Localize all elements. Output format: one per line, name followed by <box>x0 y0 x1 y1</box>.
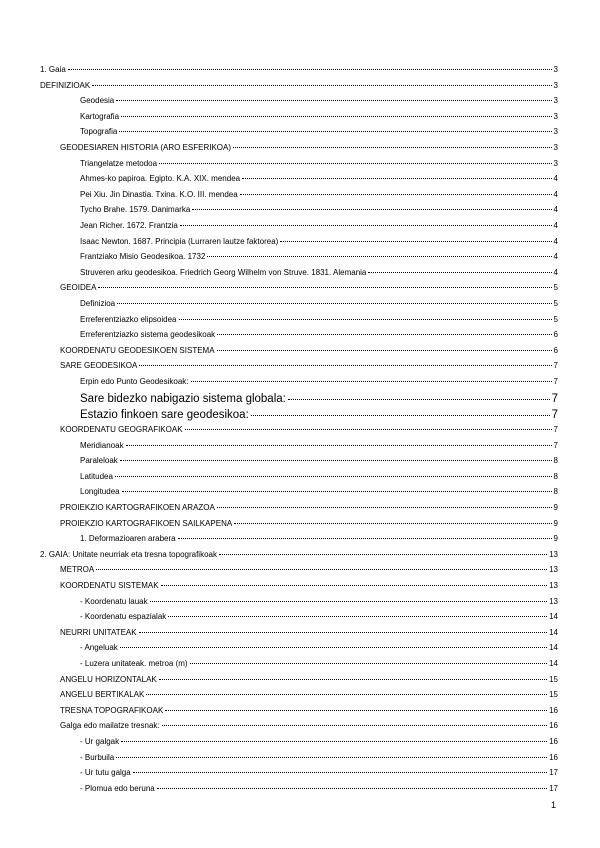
dot-leader <box>115 468 552 477</box>
dot-leader <box>159 155 551 164</box>
toc-entry[interactable] <box>40 93 558 109</box>
toc-entry-title: Erpin edo Punto Geodesikoak: <box>80 374 190 390</box>
toc-entry-page: 17 <box>549 768 558 778</box>
toc-entry-page: 14 <box>549 658 558 668</box>
dot-leader <box>165 702 547 711</box>
toc-entry-page: 15 <box>549 674 558 684</box>
toc-entry-title: Erreferentziazko elipsoidea <box>80 312 178 328</box>
toc-entry[interactable] <box>40 547 558 563</box>
toc-entry-title: Galga edo mailatze tresnak: <box>60 718 161 734</box>
dot-leader <box>192 201 551 210</box>
toc-entry-page: 4 <box>553 205 558 215</box>
toc-entry[interactable] <box>40 156 558 172</box>
toc-entry[interactable] <box>40 218 558 234</box>
dot-leader <box>234 515 551 524</box>
toc-entry-page: 4 <box>553 220 558 230</box>
dot-leader <box>207 248 551 257</box>
toc-entry[interactable] <box>40 672 558 688</box>
toc-entry-page: 16 <box>549 752 558 762</box>
toc-entry[interactable] <box>40 249 558 265</box>
toc-entry-title: 2. GAIA: Unitate neurriak eta tresna topografikoak <box>40 547 218 563</box>
toc-entry-title: - Angeluak <box>80 640 119 656</box>
toc-entry-page: 16 <box>549 705 558 715</box>
toc-entry[interactable] <box>40 718 558 734</box>
toc-entry-page: 14 <box>549 643 558 653</box>
dot-leader <box>121 733 547 742</box>
toc-entry[interactable] <box>40 202 558 218</box>
toc-entry-title: - Burbuila <box>80 750 115 766</box>
toc-entry[interactable] <box>40 171 558 187</box>
toc-entry[interactable] <box>40 312 558 328</box>
toc-entry-title: GEODESIAREN HISTORIA (ARO ESFERIKOA) <box>60 140 232 156</box>
dot-leader <box>233 139 552 148</box>
toc-entry[interactable] <box>40 453 558 469</box>
toc-entry[interactable] <box>40 234 558 250</box>
dot-leader <box>92 77 551 86</box>
toc-entry-page: 4 <box>553 267 558 277</box>
toc-entry-title: METROA <box>60 562 95 578</box>
toc-entry-title: - Koordenatu espazialak <box>80 609 167 625</box>
toc-entry[interactable] <box>40 609 558 625</box>
toc-entry[interactable] <box>40 78 558 94</box>
dot-leader <box>146 686 547 695</box>
toc-entry[interactable] <box>40 531 558 547</box>
dot-leader <box>368 264 551 273</box>
toc-entry-title: - Ur galgak <box>80 734 120 750</box>
dot-leader <box>117 295 551 304</box>
toc-entry-title: Tycho Brahe. 1579. Danimarka <box>80 202 191 218</box>
dot-leader <box>150 593 547 602</box>
toc-entry-title: Triangelatze metodoa <box>80 156 158 172</box>
toc-entry[interactable] <box>40 500 558 516</box>
toc-entry-page: 9 <box>553 503 558 513</box>
toc-entry[interactable] <box>40 469 558 485</box>
toc-entry-title: Definizioa <box>80 296 116 312</box>
dot-leader <box>159 671 547 680</box>
toc-entry[interactable] <box>40 625 558 641</box>
dot-leader <box>126 437 552 446</box>
toc-entry-page: 7 <box>553 425 558 435</box>
dot-leader <box>68 61 552 70</box>
toc-entry[interactable] <box>40 327 558 343</box>
toc-entry[interactable] <box>40 187 558 203</box>
dot-leader <box>120 639 547 648</box>
toc-entry-page: 5 <box>553 314 558 324</box>
toc-entry-page: 3 <box>553 158 558 168</box>
toc-entry[interactable] <box>40 406 558 422</box>
toc-entry-page: 3 <box>553 111 558 121</box>
toc-entry[interactable] <box>40 687 558 703</box>
toc-entry-page: 6 <box>553 330 558 340</box>
dot-leader <box>133 764 547 773</box>
dot-leader <box>288 387 550 400</box>
toc-entry-title: Estazio finkoen sare geodesikoa: <box>80 407 250 423</box>
toc-entry-page: 8 <box>553 456 558 466</box>
dot-leader <box>139 357 551 366</box>
toc-entry-page: 3 <box>553 142 558 152</box>
toc-entry-page: 3 <box>553 65 558 74</box>
toc-entry[interactable] <box>40 734 558 750</box>
toc-entry-page: 4 <box>553 236 558 246</box>
dot-leader <box>240 186 552 195</box>
toc-entry-title: ANGELU HORIZONTALAK <box>60 672 158 688</box>
toc-entry-title: DEFINIZIOAK <box>40 78 91 94</box>
toc-entry-title: TRESNA TOPOGRAFIKOAK <box>60 703 164 719</box>
dot-leader <box>122 483 552 492</box>
toc-entry-title: PROIEKZIO KARTOGRAFIKOEN SAILKAPENA <box>60 516 233 532</box>
dot-leader <box>116 749 547 758</box>
toc-entry[interactable] <box>40 578 558 594</box>
page-number: 1 <box>550 800 556 810</box>
toc-entry-title: - Ur tutu galga <box>80 765 132 781</box>
toc-entry-page: 7 <box>553 440 558 450</box>
toc-entry-title: GEOIDEA <box>60 280 97 296</box>
toc-entry-title: Struveren arku geodesikoa. Friedrich Georg Wilhelm von Struve. 1831. Alemania <box>80 265 367 281</box>
dot-leader <box>242 170 551 179</box>
toc-entry-title: 1. Gaia <box>40 62 67 78</box>
table-of-contents <box>40 62 558 796</box>
toc-entry[interactable] <box>40 140 558 156</box>
dot-leader <box>217 326 551 335</box>
toc-entry-title: SARE GEODESIKOA <box>60 358 138 374</box>
toc-entry-page: 3 <box>553 127 558 137</box>
dot-leader <box>120 452 552 461</box>
toc-entry[interactable] <box>40 358 558 374</box>
toc-entry-title: Pei Xiu. Jin Dinastia. Txina. K.O. III. mendea <box>80 187 239 203</box>
toc-entry-page: 13 <box>549 581 558 590</box>
dot-leader <box>280 233 551 242</box>
toc-entry-page: 3 <box>553 80 558 90</box>
toc-entry-page: 8 <box>553 471 558 481</box>
toc-entry-title: Paraleloak <box>80 453 119 469</box>
dot-leader <box>116 92 551 101</box>
toc-entry-title: - Plomua edo beruna <box>80 781 156 797</box>
toc-entry[interactable] <box>40 280 558 296</box>
toc-entry-page: 15 <box>549 690 558 700</box>
toc-entry-title: NEURRI UNITATEAK <box>60 625 138 641</box>
toc-entry-title: PROIEKZIO KARTOGRAFIKOEN ARAZOA <box>60 500 216 516</box>
dot-leader <box>190 655 547 664</box>
toc-entry[interactable] <box>40 265 558 281</box>
toc-entry[interactable] <box>40 343 558 359</box>
toc-entry[interactable] <box>40 109 558 125</box>
toc-entry-page: 9 <box>553 534 558 544</box>
toc-entry-title: Isaac Newton. 1687. Principia (Lurraren lautze faktorea) <box>80 234 279 250</box>
toc-entry-page: 5 <box>553 298 558 308</box>
toc-entry-page: 5 <box>553 283 558 293</box>
toc-entry-title: Meridianoak <box>80 438 125 454</box>
toc-entry[interactable] <box>40 781 558 797</box>
dot-leader <box>139 624 547 633</box>
toc-entry-page: 9 <box>553 518 558 528</box>
toc-entry-title: Erreferentziazko sistema geodesikoak <box>80 327 216 343</box>
toc-entry[interactable] <box>40 124 558 140</box>
dot-leader <box>180 217 552 226</box>
toc-entry-title: - Luzera unitateak. metroa (m) <box>80 656 189 672</box>
toc-entry[interactable] <box>40 656 558 672</box>
toc-entry[interactable] <box>40 422 558 438</box>
toc-entry-page: 13 <box>549 596 558 606</box>
toc-entry-page: 4 <box>553 252 558 262</box>
dot-leader <box>219 546 547 555</box>
dot-leader <box>178 530 552 539</box>
toc-entry-title: ANGELU BERTIKALAK <box>60 687 145 703</box>
toc-entry[interactable] <box>40 562 558 578</box>
toc-entry-title: Topografia <box>80 124 118 140</box>
toc-entry-page: 17 <box>549 783 558 793</box>
toc-entry[interactable] <box>40 296 558 312</box>
toc-entry[interactable] <box>40 765 558 781</box>
toc-entry-page: 16 <box>549 721 558 731</box>
toc-entry-page: 14 <box>549 627 558 637</box>
toc-entry-title: Geodesia <box>80 93 115 109</box>
dot-leader <box>98 279 551 288</box>
toc-entry[interactable] <box>40 484 558 500</box>
toc-entry-page: 13 <box>549 565 558 575</box>
toc-entry-page: 14 <box>549 612 558 622</box>
toc-entry-title: KOORDENATU GEODESIKOEN SISTEMA <box>60 343 216 359</box>
toc-entry-page: 16 <box>549 736 558 746</box>
toc-entry-page: 7 <box>553 376 558 386</box>
toc-entry-title: KOORDENATU SISTEMAK <box>60 578 160 594</box>
toc-entry[interactable] <box>40 516 558 532</box>
dot-leader <box>217 499 552 508</box>
dot-leader <box>179 311 552 320</box>
toc-entry[interactable] <box>40 703 558 719</box>
dot-leader <box>251 404 550 417</box>
toc-entry-title: KOORDENATU GEOGRAFIKOAK <box>60 422 184 438</box>
toc-entry-title: Longitudea <box>80 484 121 500</box>
toc-entry-page: 8 <box>553 487 558 497</box>
toc-entry[interactable] <box>40 62 558 78</box>
toc-entry-page: 7 <box>551 409 558 422</box>
toc-entry-page: 3 <box>553 96 558 106</box>
toc-entry-title: Latitudea <box>80 469 114 485</box>
toc-entry-page: 4 <box>553 174 558 184</box>
toc-entry-title: Kartografia <box>80 109 120 125</box>
toc-entry[interactable] <box>40 438 558 454</box>
toc-entry-page: 7 <box>551 392 558 405</box>
toc-entry-page: 7 <box>553 361 558 371</box>
toc-entry-title: Frantziako Misio Geodesikoa. 1732 <box>80 249 206 265</box>
toc-entry-page: 6 <box>553 345 558 355</box>
toc-entry-title: Jean Richer. 1672. Frantzia <box>80 218 179 234</box>
toc-entry-title: - Koordenatu lauak <box>80 594 149 610</box>
toc-entry-page: 13 <box>549 549 558 559</box>
dot-leader <box>168 608 547 617</box>
toc-entry[interactable] <box>40 594 558 610</box>
toc-entry-page: 4 <box>553 189 558 199</box>
dot-leader <box>191 373 552 382</box>
dot-leader <box>96 561 547 570</box>
dot-leader <box>161 577 548 586</box>
toc-entry-title: Ahmes-ko papiroa. Egipto. K.A. XIX. mendea <box>80 171 241 187</box>
dot-leader <box>157 780 547 789</box>
toc-entry[interactable] <box>40 750 558 766</box>
toc-entry-title: 1. Deformazioaren arabera <box>80 531 177 547</box>
toc-entry-title: Sare bidezko nabigazio sistema globala: <box>80 391 287 407</box>
dot-leader <box>119 123 551 132</box>
toc-entry[interactable] <box>40 640 558 656</box>
dot-leader <box>185 421 552 430</box>
dot-leader <box>217 342 552 351</box>
dot-leader <box>162 717 547 726</box>
dot-leader <box>121 108 551 117</box>
